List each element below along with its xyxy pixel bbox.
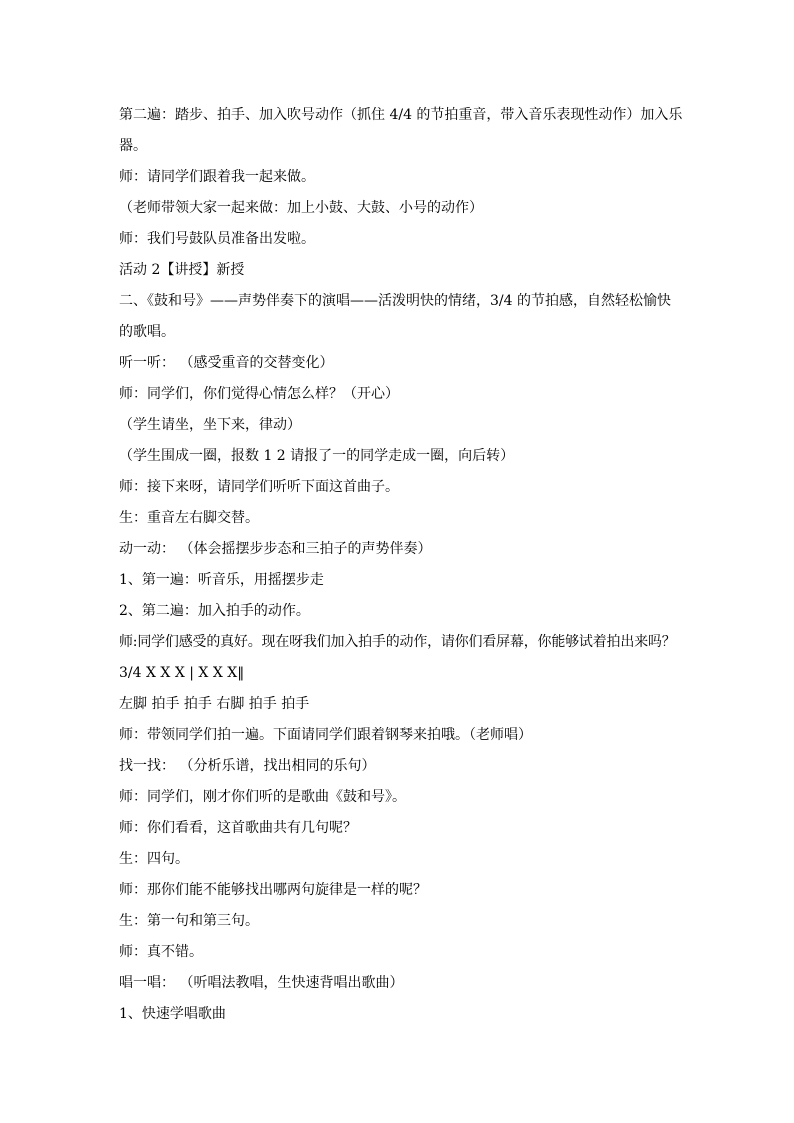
text-line: 师：带领同学们拍一遍。下面请同学们跟着钢琴来拍哦。（老师唱） [119, 727, 532, 743]
text-line: 师：请同学们跟着我一起来做。 [119, 169, 315, 185]
text-line: 师：同学们，你们觉得心情怎么样？（开心） [119, 386, 399, 402]
text-line: 2、第二遍：加入拍手的动作。 [119, 603, 310, 619]
text-line: （老师带领大家一起来做：加上小鼓、大鼓、小号的动作） [119, 200, 483, 216]
text-line: 听一听： （感受重音的交替变化） [119, 355, 334, 371]
document-body [119, 100, 683, 1030]
text-line: 1、第一遍：听音乐，用摇摆步走 [119, 572, 324, 588]
text-line: 师：你们看看，这首歌曲共有几句呢？ [119, 820, 357, 836]
text-line: 动一动： （体会摇摆步步态和三拍子的声势伴奏） [119, 541, 432, 557]
text-line: 找一找： （分析乐谱，找出相同的乐句） [119, 758, 376, 774]
text-line: 师:同学们感受的真好。现在呀我们加入拍手的动作，请你们看屏幕，你能够试着拍出来吗？ [119, 634, 676, 650]
text-line: （学生围成一圈，报数 1 2 请报了一的同学走成一圈，向后转） [119, 448, 515, 464]
text-line: （学生请坐，坐下来，律动） [119, 417, 301, 433]
section-heading: 活动 2【讲授】新授 [119, 262, 245, 278]
text-line: 师：同学们，刚才你们听的是歌曲《鼓和号》。 [119, 789, 406, 805]
text-line: 1、快速学唱歌曲 [119, 1006, 226, 1022]
text-line: 生：四句。 [119, 851, 189, 867]
text-line: 第二遍：踏步、拍手、加入吹号动作（抓住 4/4 的节拍重音，带入音乐表现性动作）加入乐 [119, 107, 683, 123]
text-line: 师：接下来呀，请同学们听听下面这首曲子。 [119, 479, 399, 495]
text-line: 器。 [119, 138, 147, 154]
rhythm-notation: 3/4 X X X | X X X‖ [119, 665, 245, 681]
text-line: 的歌唱。 [119, 324, 175, 340]
text-line: 二、《鼓和号》——声势伴奏下的演唱——活泼明快的情绪，3/4 的节拍感，自然轻松愉快 [119, 293, 671, 309]
text-line: 唱一唱： （听唱法教唱，生快速背唱出歌曲） [119, 975, 404, 991]
text-line: 生：第一句和第三句。 [119, 913, 259, 929]
text-line: 生：重音左右脚交替。 [119, 510, 259, 526]
text-line: 师：我们号鼓队员准备出发啦。 [119, 231, 315, 247]
rhythm-labels: 左脚 拍手 拍手 右脚 拍手 拍手 [119, 696, 310, 712]
text-line: 师：那你们能不能够找出哪两句旋律是一样的呢？ [119, 882, 427, 898]
text-line: 师：真不错。 [119, 944, 203, 960]
